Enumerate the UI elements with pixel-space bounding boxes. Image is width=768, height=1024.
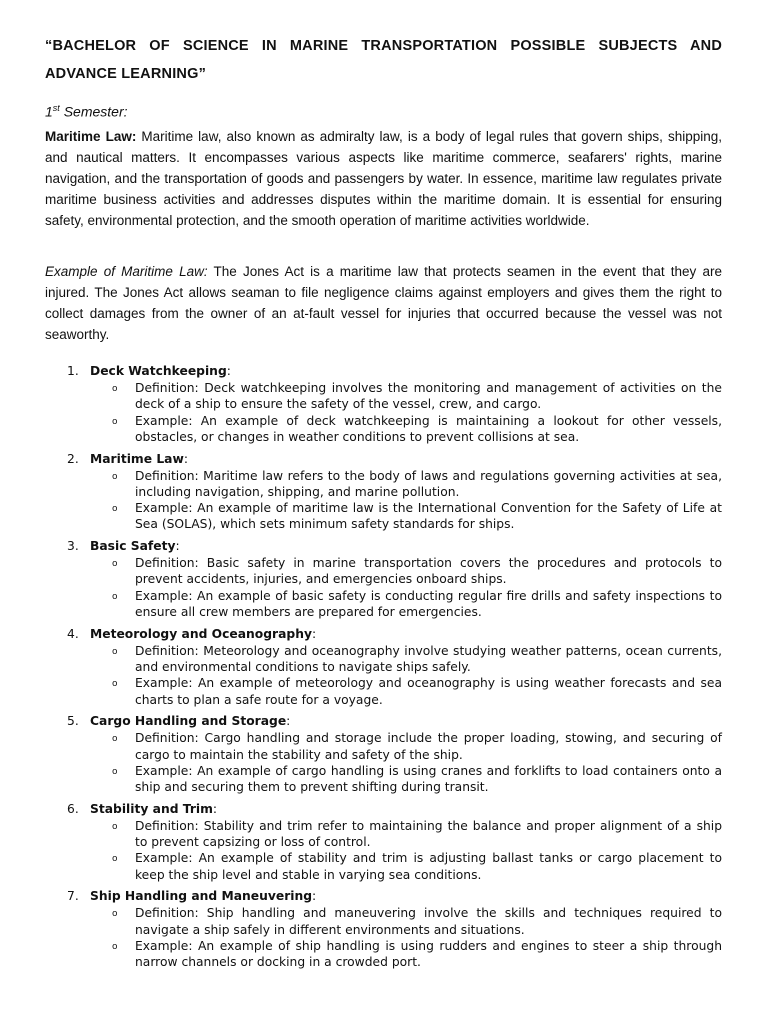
subject-colon: : <box>183 451 188 466</box>
subject-example <box>45 850 722 883</box>
subject-example <box>45 938 722 971</box>
subject-name: Basic Safety <box>90 539 176 554</box>
subject-item <box>45 712 722 795</box>
maritime-law-intro <box>45 126 722 231</box>
subject-list <box>45 362 722 975</box>
subject-colon: : <box>311 626 317 641</box>
subject-details <box>45 643 722 708</box>
intro-text: Maritime law, also known as admiralty law, is a body of legal rules that govern ships, shipping, and nautical matters. It encompasses various aspects like maritime commerce, seafarers' rights, marine navigation, and the transportation of goods and passengers by water. In essence, maritime law regulates private maritime business activities and addresses disputes within the maritime domain. It is essential for ensuring safety, environmental protection, and the smooth operation of maritime activities worldwide. <box>45 129 722 228</box>
semester-heading <box>45 98 128 122</box>
subject-example <box>45 588 722 621</box>
example-lead: Example of Maritime Law: <box>45 264 208 279</box>
subject-name: Stability and Trim <box>90 801 213 816</box>
subject-details <box>45 818 722 883</box>
example-text: The Jones Act is a maritime law that protects seamen in the event that they are injured. The Jones Act allows seaman to file negligence claims against employers and gives them the right to collect damages from the owner of an at-fault vessel for injuries that occurred because the vessel was not seaworthy. <box>45 264 722 342</box>
subject-number: 2. <box>67 451 79 466</box>
example-text: Example: An example of cargo handling is using cranes and forklifts to load containers onto a ship and securing them to prevent shifting during transit. <box>135 763 722 795</box>
subject-definition <box>45 468 722 501</box>
example-text: Example: An example of maritime law is the International Convention for the Safety of Life at Sea (SOLAS), which sets minimum safety standards for ships. <box>135 501 722 532</box>
subject-name: Meteorology and Oceanography <box>90 626 312 641</box>
subject-colon: : <box>226 364 231 378</box>
subject-item <box>45 537 722 620</box>
subject-heading <box>45 625 722 643</box>
subject-number: 4. <box>67 626 79 641</box>
subject-definition <box>45 643 722 676</box>
example-text: Example: An example of ship handling is using rudders and engines to steer a ship through narrow channels or docking in a crowded port. <box>135 939 722 970</box>
subject-definition <box>45 818 722 851</box>
bullet-icon: o <box>112 821 118 832</box>
subject-item <box>45 625 722 708</box>
subject-name: Deck Watchkeeping <box>90 364 227 378</box>
subject-details <box>45 905 722 970</box>
definition-text: Definition: Basic safety in marine transportation covers the procedures and protocols to prevent accidents, injuries, and emergencies onboard ships. <box>135 556 722 587</box>
subject-heading <box>45 712 722 730</box>
subject-colon: : <box>212 801 218 816</box>
subject-definition <box>45 730 722 763</box>
subject-example <box>45 763 722 796</box>
semester-label: Semester: <box>59 103 128 120</box>
intro-lead: Maritime Law: <box>45 129 137 144</box>
definition-text: Definition: Cargo handling and storage include the proper loading, stowing, and securing of cargo to maintain the stability and safety of the ship. <box>135 731 722 762</box>
bullet-icon: o <box>112 734 118 745</box>
subject-item <box>45 800 722 883</box>
bullet-icon: o <box>112 646 118 657</box>
subject-details <box>45 380 722 445</box>
example-text: Example: An example of meteorology and oceanography is using weather forecasts and sea charts to plan a safe route for a voyage. <box>135 676 722 707</box>
bullet-icon: o <box>112 416 118 427</box>
bullet-icon: o <box>112 679 118 690</box>
example-text: Example: An example of basic safety is conducting regular fire drills and safety inspections to ensure all crew members are prepared for emergencies. <box>135 588 722 620</box>
subject-number: 5. <box>67 714 79 729</box>
definition-text: Definition: Meteorology and oceanography involve studying weather patterns, ocean currents, and environmental conditions to navigate ships safely. <box>135 643 722 675</box>
subject-heading <box>45 887 722 905</box>
bullet-icon: o <box>112 471 118 482</box>
subject-colon: : <box>175 539 180 554</box>
subject-number: 1. <box>67 364 79 378</box>
bullet-icon: o <box>112 559 118 570</box>
subject-name: Maritime Law <box>90 451 184 466</box>
subject-colon: : <box>286 714 291 729</box>
bullet-icon: o <box>112 854 118 865</box>
subject-number: 7. <box>67 889 79 904</box>
subject-heading <box>45 537 722 555</box>
subject-example <box>45 413 722 446</box>
semester-number: 1 <box>45 103 53 120</box>
bullet-icon: o <box>112 909 118 920</box>
subject-item <box>45 887 722 970</box>
bullet-icon: o <box>112 504 118 515</box>
subject-heading <box>45 800 722 818</box>
subject-example <box>45 500 722 533</box>
maritime-law-example <box>45 261 722 345</box>
example-text: Example: An example of stability and trim is adjusting ballast tanks or cargo placement to keep the ship level and stable in varying sea conditions. <box>135 851 722 882</box>
definition-text: Definition: Maritime law refers to the body of laws and regulations governing activities at sea, including navigation, shipping, and marine pollution. <box>135 468 722 499</box>
subject-example <box>45 675 722 708</box>
subject-heading <box>45 362 722 380</box>
subject-item <box>45 362 722 445</box>
subject-name: Cargo Handling and Storage <box>90 714 287 729</box>
bullet-icon: o <box>112 766 118 777</box>
subject-definition <box>45 555 722 588</box>
definition-text: Definition: Ship handling and maneuvering involve the skills and techniques required to navigate a ship safely in different environments and situations. <box>135 906 722 937</box>
subject-heading <box>45 450 722 468</box>
subject-definition <box>45 380 722 413</box>
subject-name: Ship Handling and Maneuvering <box>90 889 313 904</box>
definition-text: Definition: Deck watchkeeping involves the monitoring and management of activities on the deck of a ship to ensure the safety of the vessel, crew, and cargo. <box>135 381 722 412</box>
subject-colon: : <box>312 889 317 904</box>
definition-text: Definition: Stability and trim refer to maintaining the balance and proper alignment of a ship to prevent capsizing or loss of control. <box>135 818 722 850</box>
bullet-icon: o <box>112 591 118 602</box>
subject-details <box>45 468 722 533</box>
subject-details <box>45 555 722 620</box>
document-title: “BACHELOR OF SCIENCE IN MARINE TRANSPORTATION POSSIBLE SUBJECTS AND ADVANCE LEARNING” <box>45 38 722 82</box>
subject-details <box>45 730 722 795</box>
bullet-icon: o <box>112 384 118 394</box>
example-text: Example: An example of deck watchkeeping is maintaining a lookout for other vessels, obstacles, or changes in weather conditions to prevent collisions at sea. <box>135 413 722 444</box>
subject-item <box>45 450 722 533</box>
subject-number: 6. <box>67 801 79 816</box>
subject-definition <box>45 905 722 938</box>
semester-ordinal: st <box>52 103 60 113</box>
bullet-icon: o <box>112 942 118 953</box>
subject-number: 3. <box>67 539 79 554</box>
